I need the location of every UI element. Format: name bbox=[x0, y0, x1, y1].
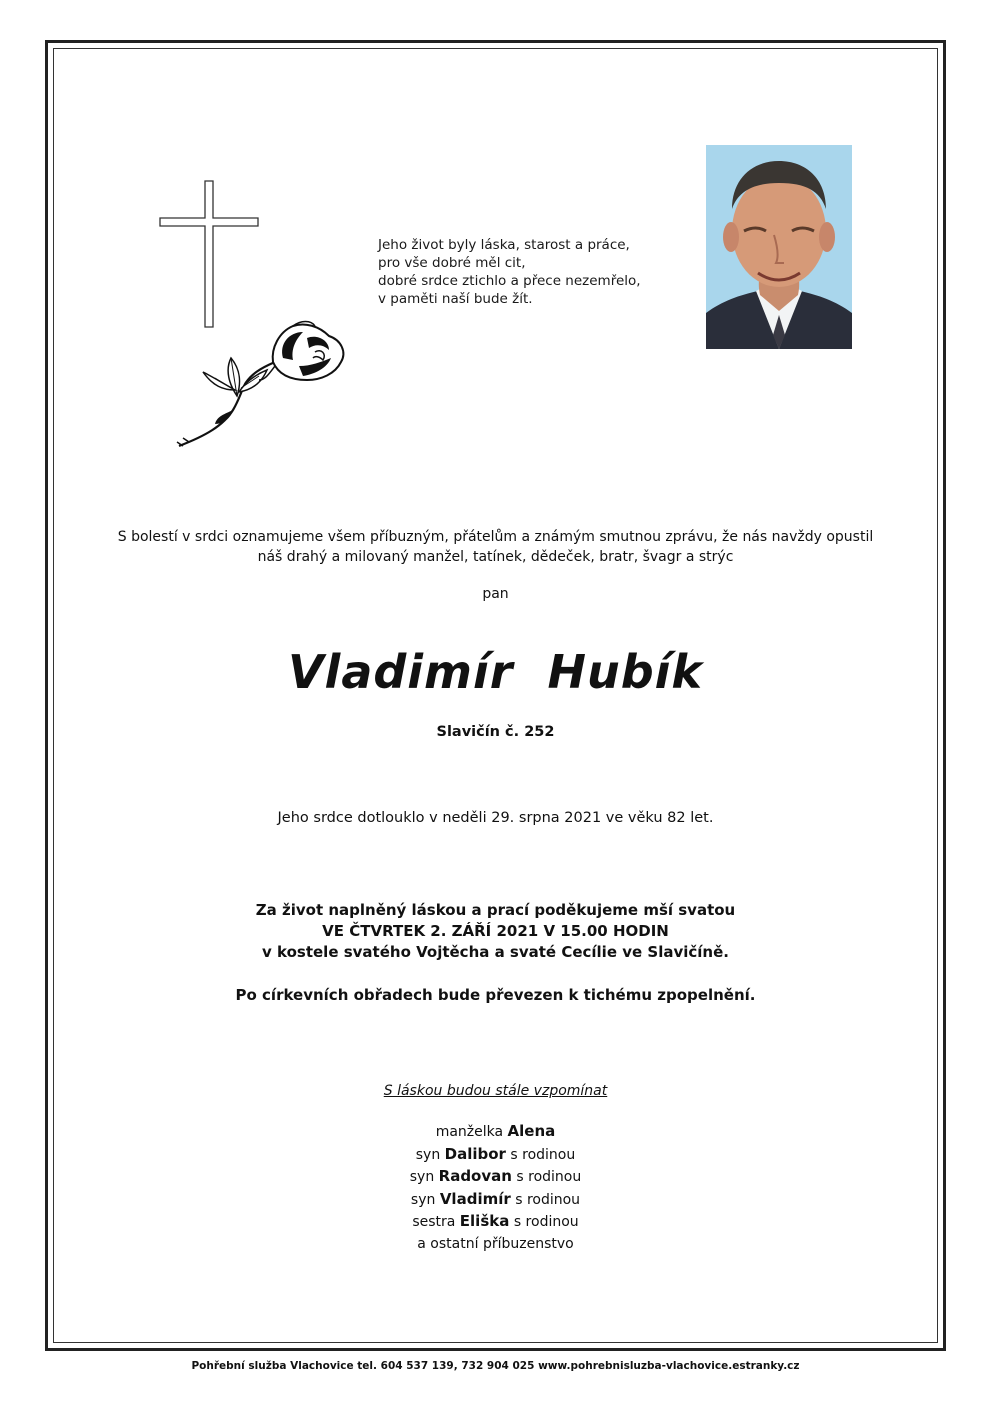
mourner-row: syn Radovan s rodinou bbox=[409, 1167, 582, 1185]
remembrance-heading: S láskou budou stále vzpomínat bbox=[383, 1083, 608, 1099]
death-notice: Jeho srdce dotlouklo v neděli 29. srpna 2021 ve věku 82 let. bbox=[277, 810, 714, 826]
poem-line: dobré srdce ztichlo a přece nezemřelo, bbox=[378, 273, 641, 289]
memorial-poem bbox=[378, 236, 678, 308]
footer-contact: Pohřební služba Vlachovice tel. 604 537 139, 732 904 025 www.pohrebnisluzba-vlachovice.estranky.cz bbox=[191, 1360, 800, 1372]
mourner-row: sestra Eliška s rodinou bbox=[412, 1212, 579, 1230]
mass-line-2: VE ČTVRTEK 2. ZÁŘÍ 2021 V 15.00 HODIN bbox=[322, 922, 669, 940]
poem-line: Jeho život byly láska, starost a práce, bbox=[378, 237, 630, 253]
salutation: pan bbox=[482, 586, 509, 602]
mourners-list bbox=[60, 1121, 931, 1255]
mourner-row: a ostatní příbuzenstvo bbox=[417, 1235, 574, 1252]
first-name: Vladimír bbox=[287, 645, 514, 699]
last-name: Hubík bbox=[547, 645, 704, 699]
poem-line: v paměti naší bude žít. bbox=[378, 291, 533, 307]
mourner-row: syn Dalibor s rodinou bbox=[415, 1144, 576, 1163]
portrait-photo bbox=[706, 145, 852, 349]
announcement-line-2: náš drahý a milovaný manžel, tatínek, dědeček, bratr, švagr a strýc bbox=[257, 549, 734, 565]
mourner-row: syn Vladimír s rodinou bbox=[410, 1189, 581, 1208]
cross-icon bbox=[158, 180, 260, 330]
announcement bbox=[60, 527, 931, 567]
deceased-name bbox=[60, 645, 931, 699]
announcement-line-1: S bolestí v srdci oznamujeme všem příbuzným, přátelům a známým smutnou zprávu, že nás navždy opustil bbox=[117, 529, 874, 545]
rose-icon bbox=[175, 318, 355, 453]
mass-info bbox=[60, 900, 931, 963]
mourner-row: manželka Alena bbox=[435, 1122, 556, 1140]
cremation-notice: Po církevních obřadech bude převezen k tichému zpopelnění. bbox=[235, 986, 756, 1004]
mass-line-3: v kostele svatého Vojtěcha a svaté Cecílie ve Slavičíně. bbox=[262, 943, 729, 961]
deceased-address: Slavičín č. 252 bbox=[436, 724, 555, 740]
poem-line: pro vše dobré měl cit, bbox=[378, 255, 526, 271]
mass-line-1: Za život naplněný láskou a prací poděkujeme mší svatou bbox=[255, 901, 736, 919]
